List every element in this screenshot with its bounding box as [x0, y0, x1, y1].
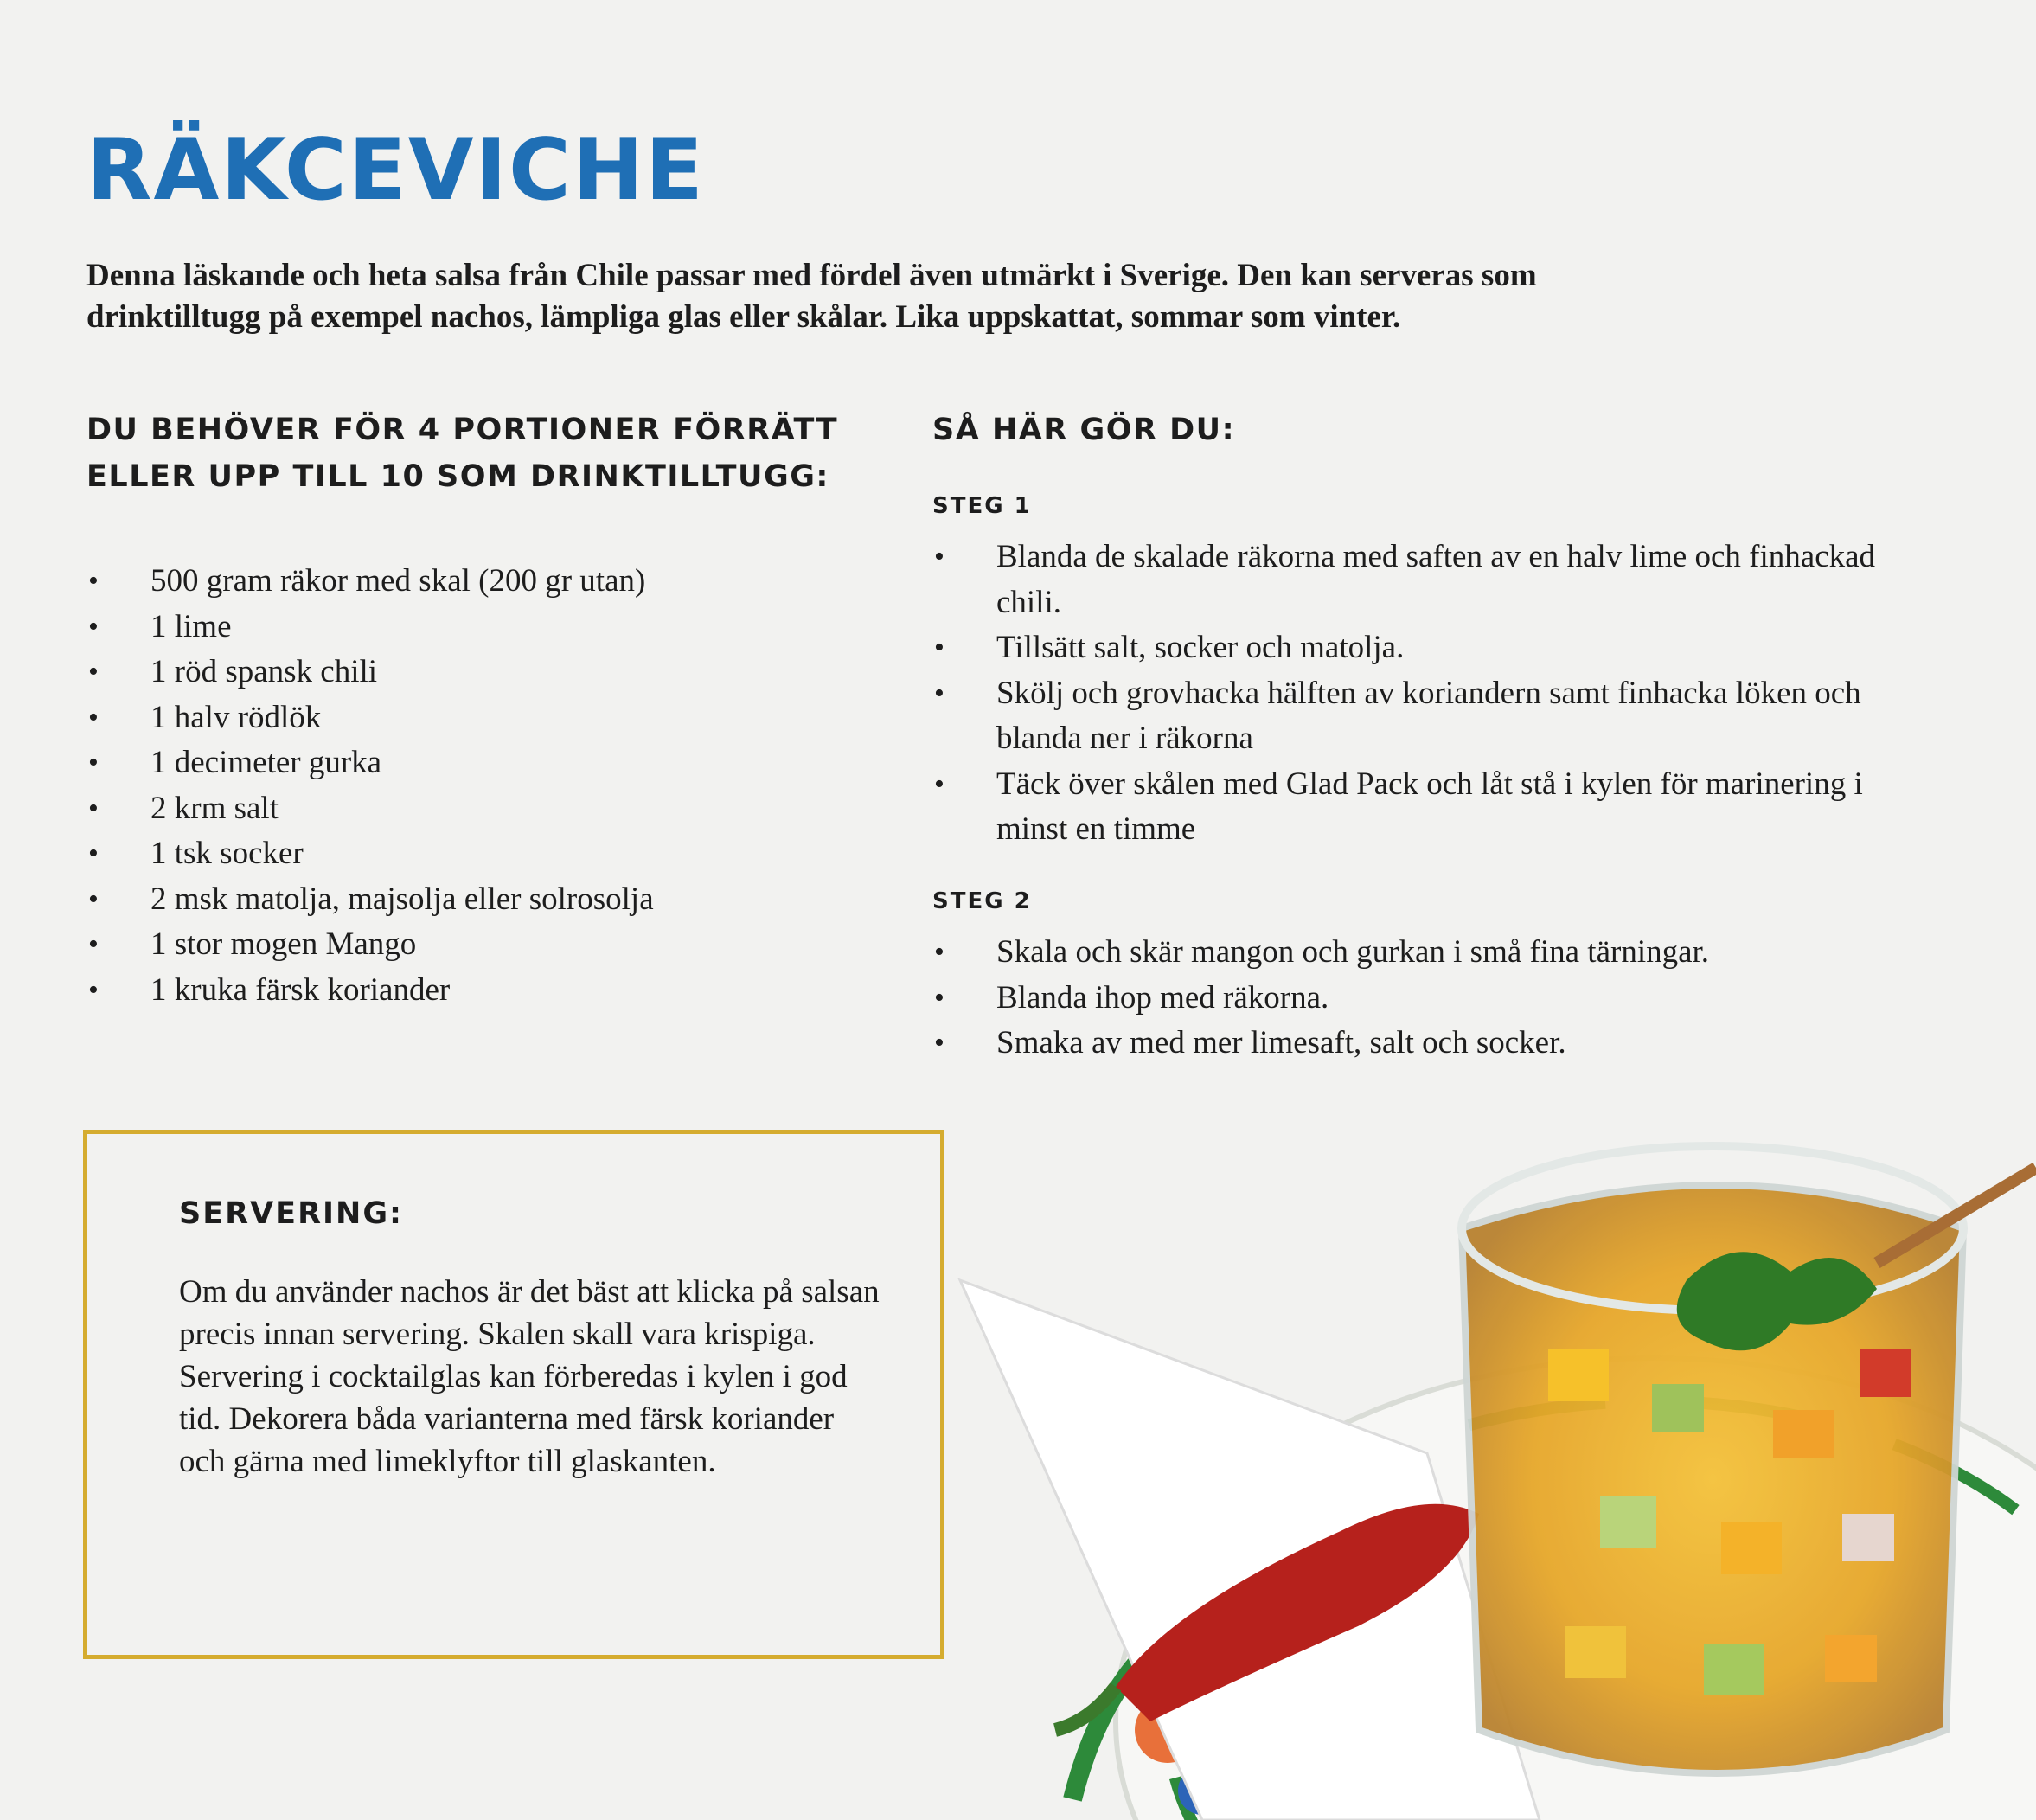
ingredient-item: • 500 gram räkor med skal (200 gr utan) — [86, 559, 848, 605]
step2-list — [932, 930, 1927, 1067]
ingredients-section — [86, 407, 848, 1013]
intro-text: Denna läskande och heta salsa från Chile passar med fördel även utmärkt i Sverige. Den kan serveras som drinktilltugg på exempel nachos, lämpliga glas eller skålar. Lika uppskattat, sommar som vinter. — [86, 258, 1537, 335]
ingredient-item: • 2 krm salt — [86, 786, 848, 832]
ingredient-item: • 1 halv rödlök — [86, 695, 848, 741]
step-item: • Blanda ihop med räkorna. — [932, 976, 1927, 1022]
step-item: • Smaka av med mer limesaft, salt och socker. — [932, 1021, 1927, 1067]
serving-text: Om du använder nachos är det bäst att klicka på salsan precis innan servering. Skalen skall vara krispiga. Servering i cocktailglas kan förberedas i kylen i god tid. Dekorera båda varianterna med färsk koriander och gärna med limeklyftor till glaskanten. — [179, 1274, 880, 1479]
step-item: • Täck över skålen med Glad Pack och låt stå i kylen för marinering i minst en timme — [932, 762, 1927, 853]
ingredient-item: • 2 msk matolja, majsolja eller solrosolja — [86, 877, 848, 923]
ingredient-item: • 1 stor mogen Mango — [86, 922, 848, 968]
step1-label: STEG 1 — [932, 493, 1032, 519]
method-section — [932, 407, 1970, 1061]
ingredient-item: • 1 tsk socker — [86, 831, 848, 877]
ingredient-item: • 1 röd spansk chili — [86, 650, 848, 695]
step1-list — [932, 535, 1927, 853]
recipe-title: RÄKCEVICHE — [86, 121, 705, 220]
step-item: • Skölj och grovhacka hälften av koriandern samt finhacka löken och blanda ner i räkorna — [932, 671, 1927, 762]
ingredients-heading-line1: DU BEHÖVER FÖR 4 PORTIONER FÖRRÄTT — [86, 413, 839, 447]
serving-box — [83, 1130, 944, 1659]
step-item: • Tillsätt salt, socker och matolja. — [932, 625, 1927, 671]
ingredients-heading-line2: ELLER UPP TILL 10 SOM DRINKTILLTUGG: — [86, 459, 829, 494]
ingredient-item: • 1 decimeter gurka — [86, 740, 848, 786]
step-item: • Blanda de skalade räkorna med saften av en halv lime och finhackad chili. — [932, 535, 1927, 625]
ingredients-list — [86, 559, 848, 1013]
ingredient-item: • 1 kruka färsk koriander — [86, 968, 848, 1014]
serving-title: SERVERING: — [179, 1196, 404, 1231]
ingredient-item: • 1 lime — [86, 605, 848, 650]
step-item: • Skala och skär mangon och gurkan i små fina tärningar. — [932, 930, 1927, 976]
ceviche-photo — [943, 1125, 2036, 1820]
step2-label: STEG 2 — [932, 888, 1032, 914]
method-heading: SÅ HÄR GÖR DU: — [932, 413, 1236, 447]
